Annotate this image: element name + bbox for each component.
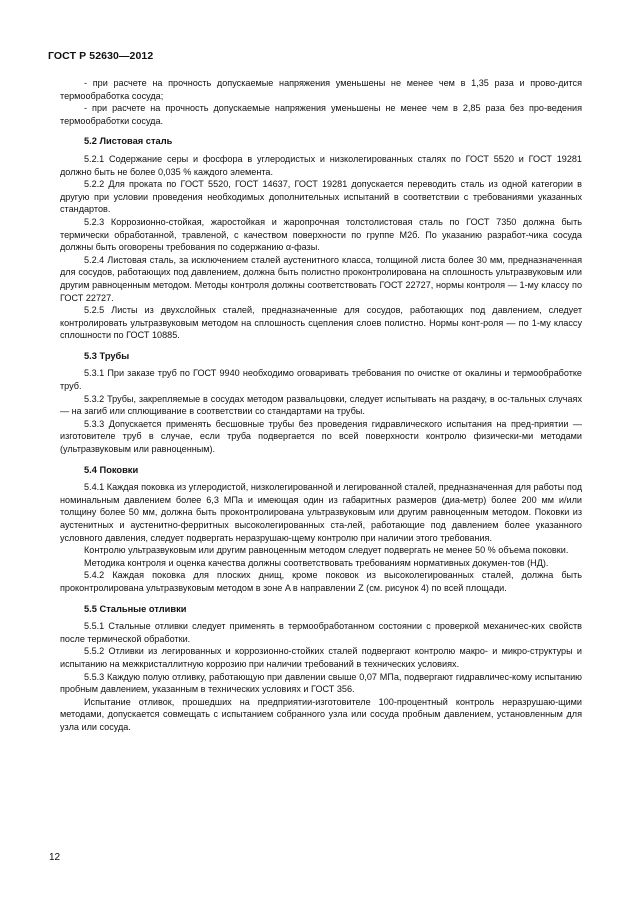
paragraph: 5.2.1 Содержание серы и фосфора в углеродистых и низколегированных сталях по ГОСТ 5520 и ГОСТ 19281 должно быть не более 0,035 % каждого элемента. — [60, 153, 582, 177]
paragraph: 5.4.1 Каждая поковка из углеродистой, низколегированной и легированной сталей, предназначенная для работы под номинальным давлением более 6,3 МПа и имеющая один из габаритных размеров (диа-метр) более 200 мм и/или толщину более 50 мм, должна быть проконтролирована ультразвуковым или другим равноценным методом. Поковки из аустенитных и аустенитно-ферритных высоколегированных ста-лей, работающие под давлением более указанного условного давления, следует подвергать неразрушаю-щему контролю при наличии этого требования. — [60, 482, 582, 543]
paragraph: 5.2.2 Для проката по ГОСТ 5520, ГОСТ 14637, ГОСТ 19281 допускается переводить сталь из одной категории в другую при условии проведения необходимых дополнительных испытаний в соответствии с требованиями указанных стандартов. — [60, 179, 582, 215]
paragraph: 5.2.5 Листы из двухслойных сталей, предназначенные для сосудов, работающих под давлением, следует контролировать ультразвуковым методом на сплошность сцепления слоев полистно. Нормы конт-роля — по 1-му классу сплошности по ГОСТ 10885. — [60, 305, 582, 341]
paragraph: 5.4.2 Каждая поковка для плоских днищ, кроме поковок из высоколегированных сталей, должна быть проконтролирована ультразвуковым методом в зоне A в направлении Z (см. рисунок 4) по всей площади. — [60, 570, 582, 593]
section-heading: 5.5 Стальные отливки — [84, 603, 187, 614]
document-body — [60, 77, 582, 734]
page-number: 12 — [49, 852, 61, 863]
paragraph: 5.3.3 Допускается применять бесшовные трубы без проведения гидравлического испытания на пред-приятии — изготовителе труб в случае, если труба подвергается по всей поверхности контролю физически-ми методами (ультразвуковым или равноценным). — [60, 418, 582, 455]
section-heading: 5.4 Поковки — [84, 464, 139, 475]
paragraph: 5.5.3 Каждую полую отливку, работающую при давлении свыше 0,07 МПа, подвергают гидравличес-кому испытанию пробным давлением, указанным в технических условиях и ГОСТ 356. — [60, 671, 582, 695]
document-header: ГОСТ Р 52630—2012 — [48, 50, 154, 62]
section-heading: 5.3 Трубы — [84, 350, 130, 361]
paragraph: 5.5.1 Стальные отливки следует применять в термообработанном состоянии с проверкой механичес-ких свойств после термической обработки. — [60, 621, 582, 644]
paragraph: 5.5.2 Отливки из легированных и коррозионно-стойких сталей подвергают контролю макро- и микро-структуры и испытанию на межкристаллитную коррозию при наличии требований в технических условиях. — [60, 646, 582, 669]
paragraph: 5.3.2 Трубы, закрепляемые в сосудах методом развальцовки, следует испытывать на раздачу, в ос-тальных случаях — на загиб или сплющивание в соответствии со стандартами на трубы. — [60, 393, 582, 417]
paragraph: 5.2.4 Листовая сталь, за исключением сталей аустенитного класса, толщиной листа более 30 мм, предназначенная для сосудов, работающих под давлением, должна быть полистно проконтролирована на сплошность ультразвуковым или другим равноценным методом. Методы контроля должны соответствовать ГОСТ 22727, нормы контроля — 1-му классу по ГОСТ 22727. — [60, 254, 582, 303]
paragraph: Испытание отливок, прошедших на предприятии-изготовителе 100-процентный контроль неразрушаю-щими методами, допускается совмещать с испытанием собранного узла или сосуда пробным давлением, установленным для узла или сосуда. — [60, 696, 582, 732]
paragraph: - при расчете на прочность допускаемые напряжения уменьшены не менее чем в 1,35 раза и прово-дится термообработка сосуда; — [60, 78, 582, 101]
paragraph: Методика контроля и оценка качества должны соответствовать требованиям нормативных докумен-тов (НД). — [84, 557, 549, 568]
paragraph: 5.2.3 Коррозионно-стойкая, жаростойкая и жаропрочная толстолистовая сталь по ГОСТ 7350 должна быть термически обработанной, травленой, с качеством поверхности по группе М2б. По указанию разработ-чика сосуда должны быть оговорены требования по содержанию α-фазы. — [60, 216, 582, 253]
section-heading: 5.2 Листовая сталь — [84, 136, 173, 147]
paragraph: - при расчете на прочность допускаемые напряжения уменьшены не менее чем в 2,85 раза без про-ведения термообработки сосуда. — [60, 103, 582, 126]
paragraph: 5.3.1 При заказе труб по ГОСТ 9940 необходимо оговаривать требования по очистке от окалины и термообработке труб. — [60, 368, 582, 392]
paragraph: Контролю ультразвуковым или другим равноценным методом следует подвергать не менее 50 % объема поковки. — [84, 545, 569, 556]
